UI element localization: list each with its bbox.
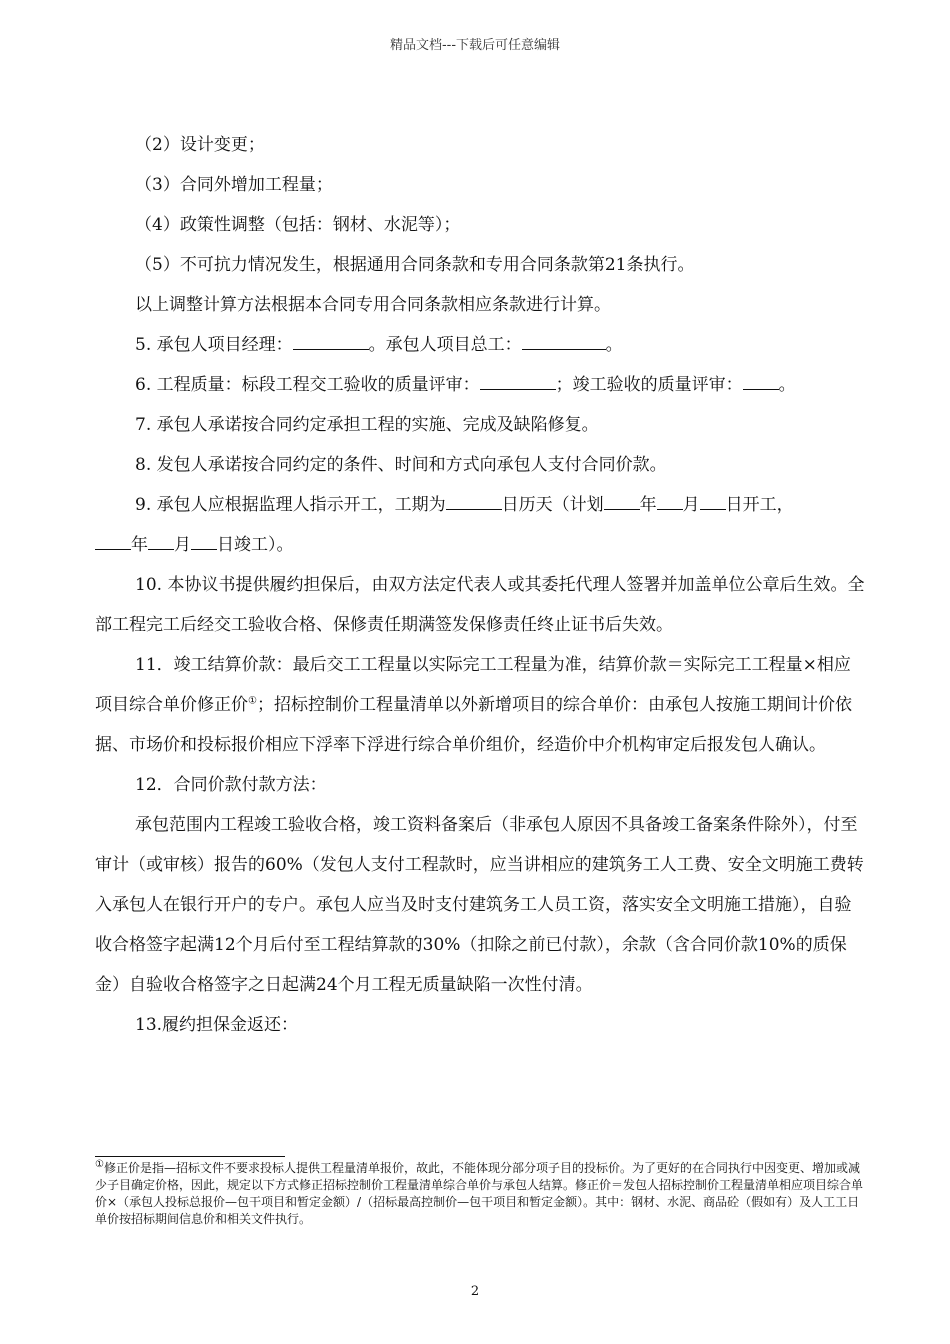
footnote bbox=[95, 1160, 863, 1228]
end-year-blank bbox=[95, 531, 131, 550]
clause-11 bbox=[95, 645, 865, 765]
clause-9-line-2 bbox=[95, 525, 865, 565]
clause-6-text-c: 。 bbox=[778, 375, 796, 395]
clause-6 bbox=[95, 365, 865, 405]
project-manager-blank bbox=[293, 331, 369, 350]
clause-9-text-b: 日历天（计划 bbox=[501, 495, 604, 515]
page-header: 精品文档---下载后可任意编辑 bbox=[389, 38, 561, 53]
clause-7: 7. 承包人承诺按合同约定承担工程的实施、完成及缺陷修复。 bbox=[135, 415, 599, 435]
clause-6-text-a: 6. 工程质量：标段工程交工验收的质量评审： bbox=[135, 375, 480, 395]
start-month-blank bbox=[657, 491, 683, 510]
clause-5 bbox=[95, 325, 865, 365]
footnote-reference[interactable]: ① bbox=[248, 695, 257, 707]
clause-9-text-d: 月 bbox=[682, 495, 700, 515]
start-year-blank bbox=[604, 491, 640, 510]
footnote-text: 修正价是指—招标文件不要求投标人提供工程量清单报价，故此，不能体现分部分项子目的投标价。为了更好的在合同执行中因变更、增加或减少子目确定价格，因此，规定以下方式修正招标控制价工程量清单综合单价与承包人结算。修正价＝发包人招标控制价工程量清单相应项目综合单价×（承包人投标总报价—包干项目和暂定金额）/（招标最高控制价—包干项目和暂定金额）。其中：钢材、水泥、商品砼（假如有）及人工工日单价按招标期间信息价和相关文件执行。 bbox=[95, 1161, 864, 1226]
item-5: （5）不可抗力情况发生，根据通用合同条款和专用合同条款第21条执行。 bbox=[135, 255, 695, 275]
duration-days-blank bbox=[446, 491, 502, 510]
clause-8: 8. 发包人承诺按合同约定的条件、时间和方式向承包人支付合同价款。 bbox=[135, 455, 667, 475]
chief-engineer-blank bbox=[522, 331, 606, 350]
clause-9-text-c: 年 bbox=[639, 495, 657, 515]
clause-13-title: 13.履约担保金返还： bbox=[135, 1015, 299, 1035]
page-number: 2 bbox=[470, 1284, 480, 1299]
clause-12-title: 12．合同价款付款方法： bbox=[135, 775, 327, 795]
footnote-mark: ① bbox=[95, 1159, 104, 1170]
clause-11-text-a: 11．竣工结算价款：最后交工工程量以实际完工工程量为准，结算价款＝实际完工工程量×相应项目综合单价修正价 bbox=[95, 655, 851, 715]
clause-9-text-e: 日开工， bbox=[725, 495, 794, 515]
clause-10: 10. 本协议书提供履约担保后，由双方法定代表人或其委托代理人签署并加盖单位公章后生效。全部工程完工后经交工验收合格、保修责任期满签发保修责任终止证书后失效。 bbox=[95, 575, 865, 635]
clause-12-body: 承包范围内工程竣工验收合格，竣工资料备案后（非承包人原因不具备竣工备案条件除外），付至审计（或审核）报告的60%（发包人支付工程款时，应当讲相应的建筑务工人工费、安全文明施工费转入承包人在银行开户的专户。承包人应当及时支付建筑务工人员工资，落实安全文明施工措施），自验收合格签字起满12个月后付至工程结算款的30%（扣除之前已付款），余款（含合同价款10%的质保金）自验收合格签字之日起满24个月工程无质量缺陷一次性付清。 bbox=[95, 815, 864, 995]
clause-11-text-b: ；招标控制价工程量清单以外新增项目的综合单价：由承包人按施工期间计价依据、市场价和投标报价相应下浮率下浮进行综合单价组价，经造价中介机构审定后报发包人确认。 bbox=[95, 695, 852, 755]
clause-9-text-f: 年 bbox=[131, 535, 148, 555]
start-day-blank bbox=[700, 491, 726, 510]
clause-9-text-h: 日竣工）。 bbox=[217, 535, 294, 555]
end-month-blank bbox=[148, 531, 174, 550]
handover-quality-blank bbox=[480, 371, 556, 390]
clause-5-text-b: 。承包人项目总工： bbox=[368, 335, 522, 355]
end-day-blank bbox=[191, 531, 217, 550]
clause-9-text-g: 月 bbox=[174, 535, 191, 555]
document-body bbox=[95, 125, 865, 1045]
clause-9-text-a: 9. 承包人应根据监理人指示开工，工期为 bbox=[135, 495, 446, 515]
clause-9-line-1 bbox=[95, 485, 865, 525]
clause-6-text-b: ；竣工验收的质量评审： bbox=[555, 375, 743, 395]
item-4: （4）政策性调整（包括：钢材、水泥等）； bbox=[135, 215, 461, 235]
item-2: （2）设计变更； bbox=[135, 135, 265, 155]
item-3: （3）合同外增加工程量； bbox=[135, 175, 333, 195]
footnote-separator bbox=[95, 1156, 285, 1157]
adjustment-note: 以上调整计算方法根据本合同专用合同条款相应条款进行计算。 bbox=[135, 295, 611, 315]
completion-quality-blank bbox=[743, 371, 779, 390]
clause-5-text-c: 。 bbox=[605, 335, 623, 355]
clause-5-text-a: 5. 承包人项目经理： bbox=[135, 335, 293, 355]
